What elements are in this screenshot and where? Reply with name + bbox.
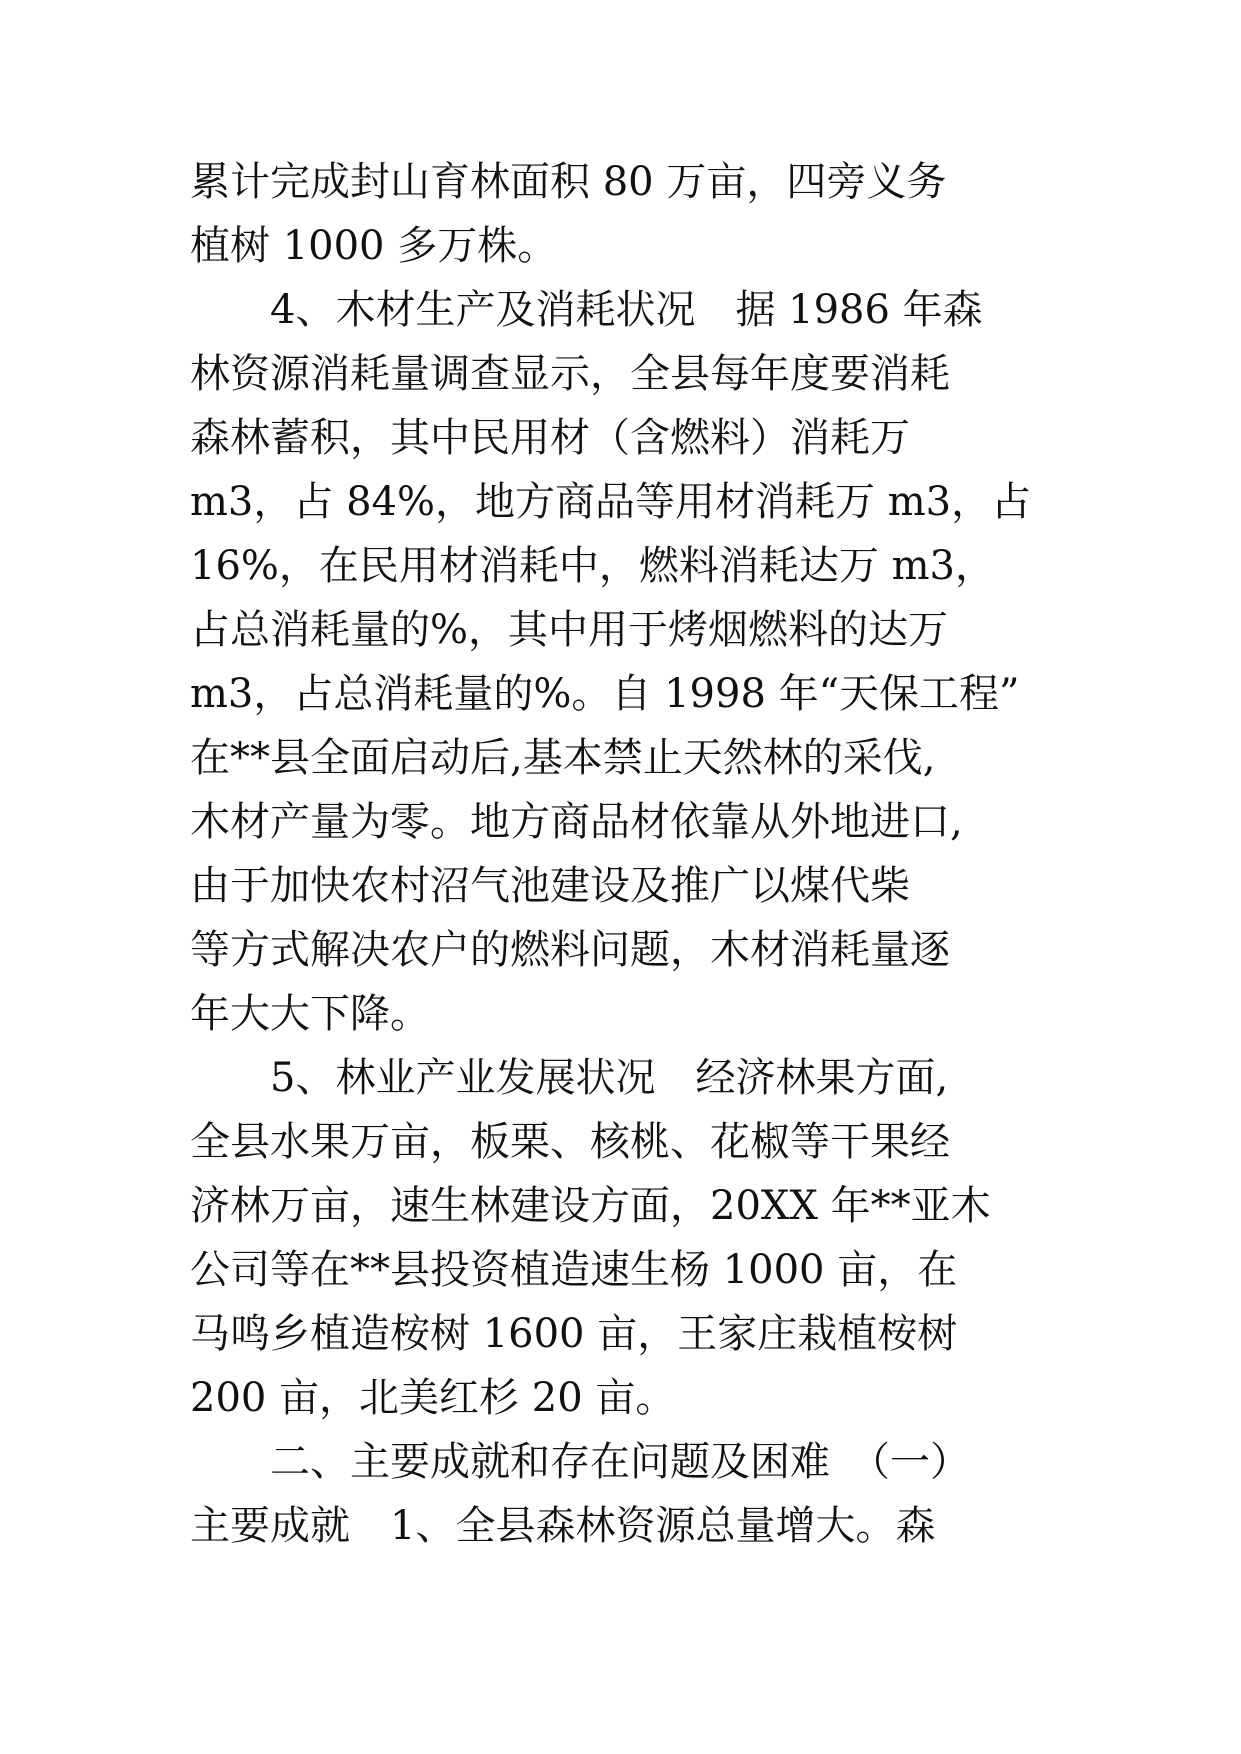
text-line: 占总消耗量的%，其中用于烤烟燃料的达万 <box>190 607 949 653</box>
body-text <box>190 150 1070 1558</box>
text-line: 二、主要成就和存在问题及困难 （一） <box>190 1439 970 1485</box>
text-line: 累计完成封山育林面积 80 万亩，四旁义务 <box>190 159 947 205</box>
text-line: 在**县全面启动后,基本禁止天然林的采伐, <box>190 735 936 781</box>
text-line: 森林蓄积，其中民用材（含燃料）消耗万 <box>190 415 910 461</box>
text-line: 济林万亩，速生林建设方面，20XX 年**亚木 <box>190 1183 991 1229</box>
text-line: 200 亩，北美红杉 20 亩。 <box>190 1375 676 1421</box>
text-line: 植树 1000 多万株。 <box>190 223 558 269</box>
text-line: 木材产量为零。地方商品材依靠从外地进口, <box>190 799 963 845</box>
text-line: 全县水果万亩，板栗、核桃、花椒等干果经 <box>190 1119 950 1165</box>
text-line: 等方式解决农户的燃料问题，木材消耗量逐 <box>190 927 950 973</box>
text-line: 16%，在民用材消耗中，燃料消耗达万 m3， <box>190 543 995 589</box>
text-line: 5、林业产业发展状况 经济林果方面, <box>190 1055 949 1101</box>
text-line: m3，占 84%，地方商品等用材消耗万 m3，占 <box>190 479 1032 525</box>
text-line: 年大大下降。 <box>190 991 430 1037</box>
text-line: 主要成就 1、全县森林资源总量增大。森 <box>190 1503 936 1549</box>
text-line: 由于加快农村沼气池建设及推广以煤代柴 <box>190 863 910 909</box>
text-line: m3，占总消耗量的%。自 1998 年“天保工程” <box>190 671 1020 717</box>
text-line: 4、木材生产及消耗状况 据 1986 年森 <box>190 287 983 333</box>
text-line: 林资源消耗量调查显示，全县每年度要消耗 <box>190 351 950 397</box>
text-line: 公司等在**县投资植造速生杨 1000 亩，在 <box>190 1247 958 1293</box>
text-line: 马鸣乡植造桉树 1600 亩，王家庄栽植桉树 <box>190 1311 958 1357</box>
